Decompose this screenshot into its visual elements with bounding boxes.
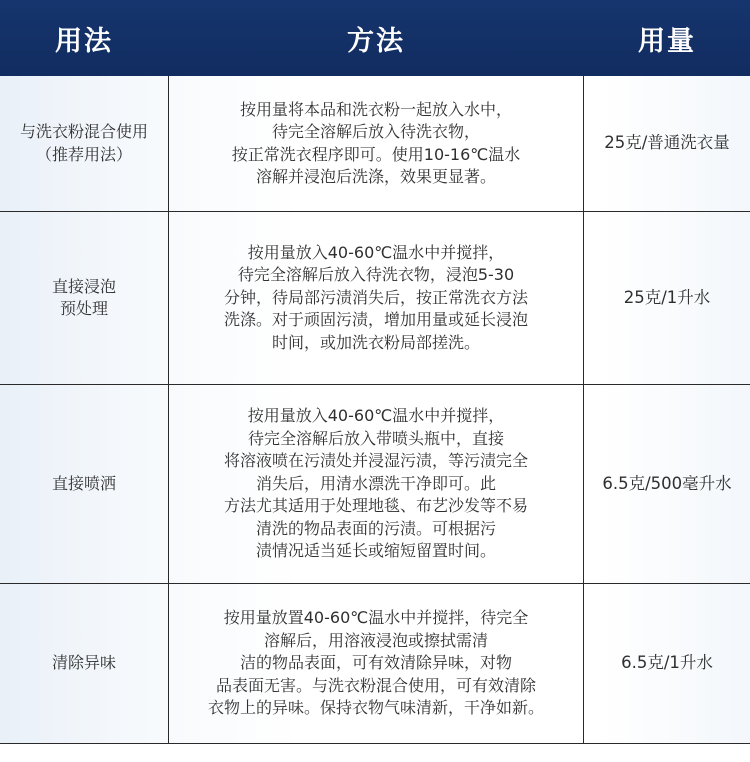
method-text: 按用量放入40-60℃温水中并搅拌，: [247, 242, 505, 262]
header-usage: 用法: [55, 25, 113, 57]
method-text: 衣物上的异味。保持衣物气味清新，干净如新。: [207, 698, 544, 718]
table-row: [0, 212, 750, 385]
amount-cell: 6.5克/1升水: [621, 653, 713, 673]
usage-text: 与洗衣粉混合使用: [19, 122, 148, 141]
method-text: 待完全溶解后放入待洗衣物，浸泡5-30: [237, 265, 515, 285]
method-cell: [168, 76, 584, 211]
method-text: 清洗的物品表面的污渍。可根据污: [255, 518, 496, 538]
table-row: [0, 385, 750, 584]
method-text: 按用量放入40-60℃温水中并搅拌，: [247, 406, 505, 426]
usage-cell: [0, 76, 168, 211]
table-row: [0, 584, 750, 744]
method-text: 溶解后，用溶液浸泡或擦拭需清: [263, 630, 488, 650]
method-text: 洗涤。对于顽固污渍，增加用量或延长浸泡: [223, 310, 528, 330]
amount-cell: 25克/普通洗衣量: [604, 133, 730, 153]
usage-text: 清除异味: [51, 653, 116, 673]
table-body: [0, 76, 750, 744]
method-text: 时间，或加洗衣粉局部搓洗。: [271, 332, 480, 352]
usage-cell: [0, 584, 168, 743]
method-cell: [168, 584, 584, 743]
method-text: 洁的物品表面，可有效清除异味，对物: [239, 653, 512, 673]
method-text: 待完全溶解后放入待洗衣物，: [271, 122, 480, 141]
usage-text: 直接浸泡: [51, 276, 116, 296]
header-method: 方法: [347, 25, 405, 57]
method-text: 渍情况适当延长或缩短留置时间。: [255, 541, 496, 561]
method-text: 按用量将本品和洗衣粉一起放入水中，: [239, 99, 512, 119]
table-row: [0, 76, 750, 212]
method-cell: [168, 212, 584, 384]
method-text: 按用量放置40-60℃温水中并搅拌，待完全: [223, 608, 529, 628]
method-text: 将溶液喷在污渍处并浸湿污渍，等污渍完全: [223, 451, 528, 471]
header-amount: 用量: [638, 25, 696, 57]
usage-cell: [0, 385, 168, 583]
amount-cell: 6.5克/500毫升水: [602, 473, 732, 493]
method-text: 消失后，用清水漂洗干净即可。此: [255, 473, 496, 493]
method-text: 品表面无害。与洗衣粉混合使用，可有效清除: [215, 675, 536, 695]
method-text: 方法尤其适用于处理地毯、布艺沙发等不易: [223, 496, 528, 516]
amount-cell: 25克/1升水: [623, 287, 711, 307]
method-text: 分钟，待局部污渍消失后，按正常洗衣方法: [223, 287, 528, 307]
usage-cell: [0, 212, 168, 384]
method-cell: [168, 385, 584, 583]
method-text: 待完全溶解后放入带喷头瓶中，直接: [247, 428, 504, 448]
bottom-margin: [0, 744, 750, 762]
usage-text: 预处理: [59, 299, 108, 318]
usage-text: （推荐用法）: [35, 144, 132, 164]
usage-text: 直接喷洒: [51, 473, 116, 493]
method-text: 溶解并浸泡后洗涤，效果更显著。: [255, 167, 496, 186]
table-header: [0, 0, 750, 76]
method-text: 按正常洗衣程序即可。使用10-16℃温水: [231, 144, 521, 164]
